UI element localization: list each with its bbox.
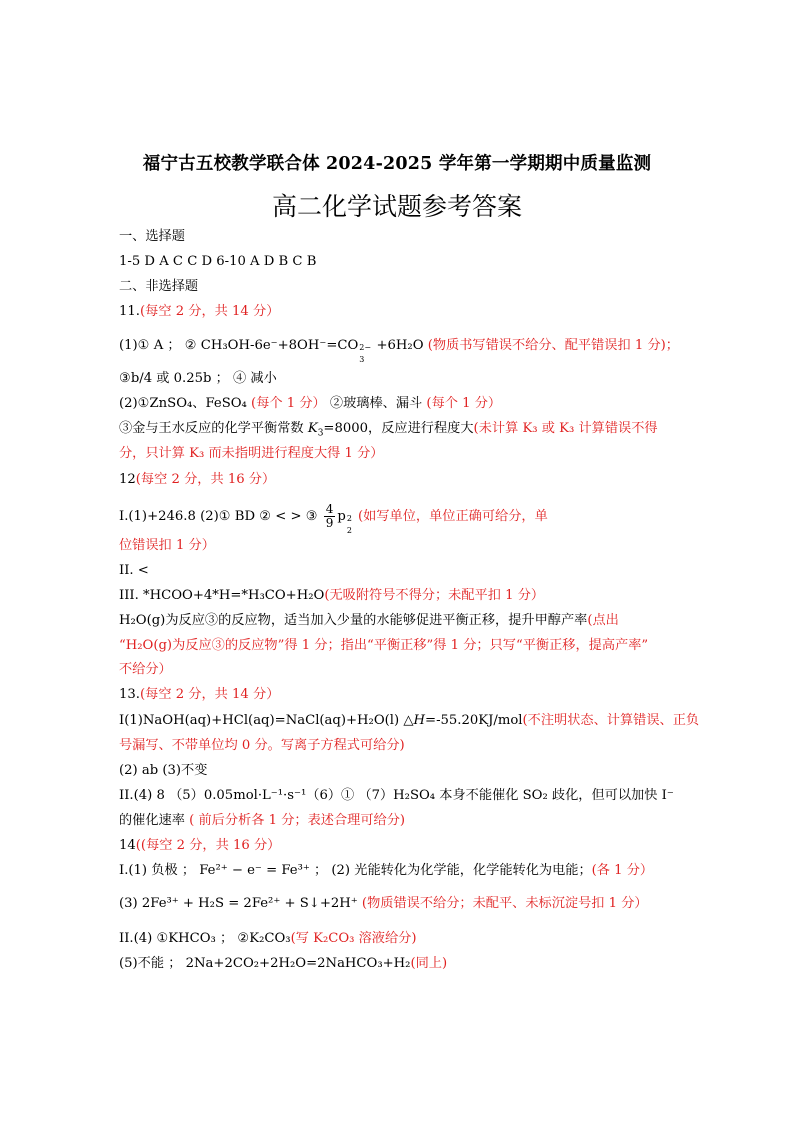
q14-line-2 — [119, 895, 674, 912]
section-2-heading: 二、非选择题 — [119, 279, 199, 294]
q11-k-text: ③金与王水反应的化学平衡常数 — [119, 421, 308, 436]
q13-header — [119, 686, 674, 703]
pressure-sub: 2 — [346, 526, 352, 535]
q13-score: (每空 2 分，共 14 分） — [139, 687, 280, 702]
q11-eq-part1: (1)① A ； ② CH₃OH-6e⁻+8OH⁻=CO — [119, 338, 359, 353]
q11-k-value: =8000，反应进行程度大 — [323, 421, 474, 436]
q12-note-3: (无吸附符号不得分；未配平扣 1 分） — [324, 588, 545, 603]
q12-explanation: H₂O(g)为反应③的反应物，适当加入少量的水能够促进平衡正移，提升甲醇产率 — [119, 613, 588, 628]
q11-number: 11. — [119, 304, 140, 319]
q13-line-4: II.(4) 8 （5）0.05mol·L⁻¹·s⁻¹（6）① （7）H₂SO₄ 本身不能催化 SO₂ 歧化，但可以加快 I⁻ — [119, 788, 674, 803]
section-1-heading: 一、选择题 — [119, 229, 185, 244]
q12-answers: I.(1)+246.8 (2)① BD ② < > ③ — [119, 509, 322, 524]
carbonate-sub: 3 — [359, 355, 365, 364]
q13-line-3: (2) ab (3)不变 — [119, 763, 208, 778]
q12-note-2: 位错误扣 1 分） — [119, 538, 215, 553]
choice-answers: 1-5 D A C C D 6-10 A D B C B — [119, 254, 317, 269]
q14-line-4 — [119, 955, 674, 972]
q12-line-1 — [119, 502, 674, 535]
q13-equation: I(1)NaOH(aq)+HCl(aq)=NaCl(aq)+H₂O(l) △ — [119, 713, 414, 728]
q13-number: 13. — [119, 687, 140, 702]
fraction-numerator: 4 — [325, 502, 334, 516]
q11-eq-part2: +6H₂O — [372, 338, 428, 353]
q11-k-symbol: K — [307, 421, 318, 436]
q13-note-2: 号漏写、不带单位均 0 分。写离子方程式可给分) — [119, 738, 405, 753]
q11-note-3: (每个 1 分） — [426, 396, 502, 411]
q11-part2-answer-b: ②玻璃棒、漏斗 — [325, 396, 427, 411]
q14-part1-answers: I.(1) 负极 ； Fe²⁺ − e⁻ = Fe³⁺ ； (2) 光能转化为化学能，化学能转化为电能； — [119, 863, 592, 878]
q11-header — [119, 303, 674, 320]
q13-line-5 — [119, 812, 674, 829]
q11-line-2: ③b/4 或 0.25b ； ④ 减小 — [119, 371, 277, 386]
q13-line-1 — [119, 712, 700, 729]
carbonate-sup: 2− — [359, 343, 372, 352]
q14-equation: (3) 2Fe³⁺ + H₂S = 2Fe²⁺ + S↓+2H⁺ — [119, 896, 362, 911]
q12-line-5 — [119, 612, 674, 629]
q13-note-1: (不注明状态、计算错误、正负 — [522, 713, 700, 728]
q14-line-3 — [119, 930, 674, 947]
fraction — [324, 503, 336, 530]
answer-key-title: 高二化学试题参考答案 — [271, 192, 522, 221]
q11-note-1: (物质书写错误不给分、配平错误扣 1 分)； — [427, 338, 679, 353]
pressure-sup: 2 — [346, 514, 352, 523]
q12-line-4 — [119, 587, 674, 604]
q12-line-3: II. < — [119, 563, 149, 578]
q14-note-3: (写 K₂CO₃ 溶液给分) — [290, 931, 417, 946]
q12-number: 12 — [119, 472, 136, 487]
q11-note-2: (每个 1 分） — [251, 396, 326, 411]
q14-part5-answers: (5)不能 ； 2Na+2CO₂+2H₂O=2NaHCO₃+H₂ — [119, 956, 411, 971]
q11-k-sub: 3 — [317, 428, 324, 439]
q14-note-1: (各 1 分） — [591, 863, 654, 878]
q12-note-1: (如写单位，单位正确可给分，单 — [353, 509, 548, 524]
q14-number: 14 — [119, 838, 136, 853]
exam-title: 福宁古五校教学联合体 2024-2025 学年第一学期期中质量监测 — [142, 154, 652, 174]
q12-note-6: 不给分） — [119, 662, 172, 677]
q14-score: ((每空 2 分，共 16 分） — [135, 838, 281, 853]
q12-header — [119, 471, 674, 488]
q13-rate-text: 的催化速率 — [119, 813, 190, 828]
q14-note-2: (物质错误不给分；未配平、未标沉淀号扣 1 分） — [361, 896, 648, 911]
q14-line-1 — [119, 862, 674, 879]
pressure-symbol: p — [337, 509, 346, 524]
q13-enthalpy-symbol: H — [413, 713, 426, 728]
q11-line-4 — [119, 420, 674, 437]
q11-score: (每空 2 分，共 14 分） — [139, 304, 280, 319]
q11-part2-answer: (2)①ZnSO₄、FeSO₄ — [119, 396, 252, 411]
q14-part4-answers: II.(4) ①KHCO₃ ； ②K₂CO₃ — [119, 931, 291, 946]
q12-note-4: (点出 — [587, 613, 619, 628]
q14-note-4: (同上) — [410, 956, 448, 971]
q13-enthalpy-value: =-55.20KJ/mol — [425, 713, 523, 728]
q12-reaction: III. *HCOO+4*H=*H₃CO+H₂O — [119, 588, 325, 603]
q11-note-5: 分，只计算 K₃ 而未指明进行程度大得 1 分） — [119, 446, 384, 461]
q11-line-3 — [119, 395, 674, 412]
q13-note-3: ( 前后分析各 1 分；表述合理可给分) — [189, 813, 406, 828]
q14-header — [119, 837, 674, 854]
q12-note-5: “H₂O(g)为反应③的反应物”得 1 分；指出“平衡正移”得 1 分；只写“平衡正移，提高产率” — [119, 638, 649, 653]
q11-note-4: (未计算 K₃ 或 K₃ 计算错误不得 — [473, 421, 658, 436]
q12-score: (每空 2 分，共 16 分） — [135, 472, 276, 487]
fraction-denominator: 9 — [325, 516, 334, 530]
q11-line-1 — [119, 337, 679, 364]
